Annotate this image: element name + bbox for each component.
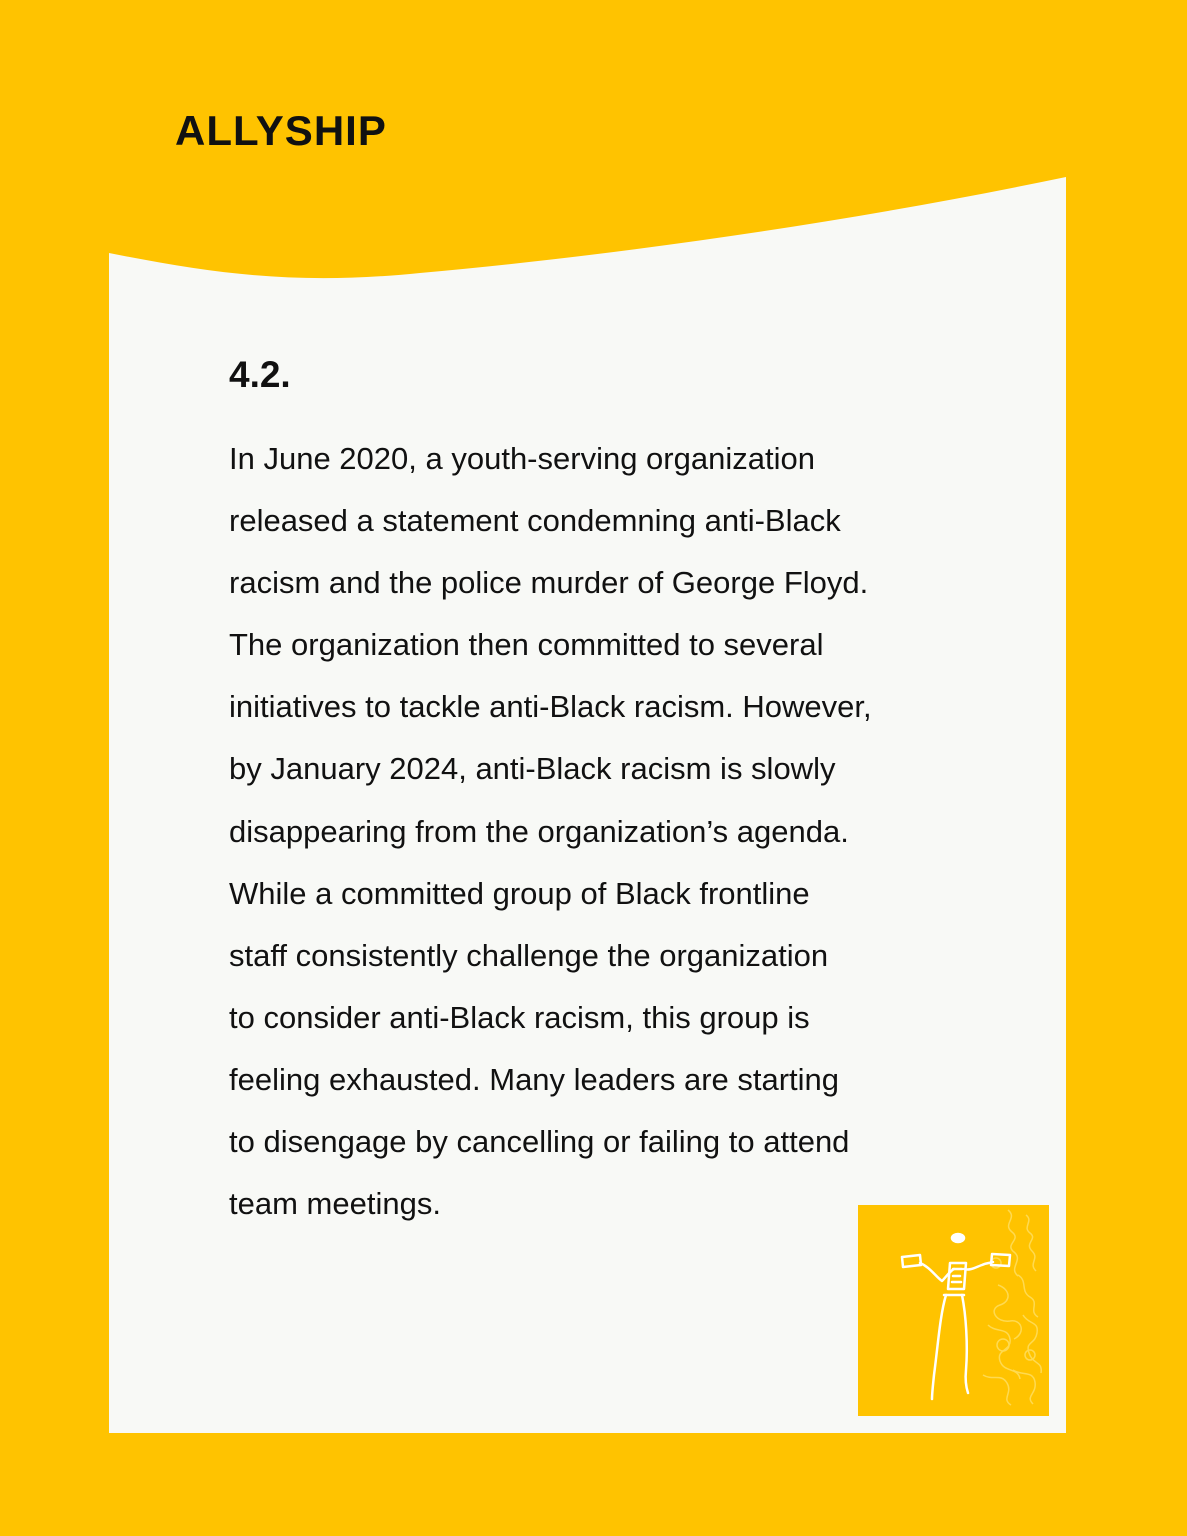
body-line: feeling exhausted. Many leaders are starting [229, 1061, 840, 1097]
body-line: The organization then committed to several [229, 627, 824, 663]
body-line: While a committed group of Black frontline [229, 875, 810, 911]
body-line: staff consistently challenge the organization [229, 937, 829, 973]
body-line: In June 2020, a youth-serving organization [229, 441, 815, 476]
body-line: by January 2024, anti-Black racism is slowly [229, 751, 836, 787]
category-title: ALLYSHIP [175, 107, 387, 154]
body-line: to consider anti-Black racism, this group is [229, 999, 810, 1035]
juggling-figure-icon [858, 1205, 1049, 1416]
body-line: team meetings. [229, 1186, 441, 1222]
body-line: to disengage by cancelling or failing to attend [229, 1124, 850, 1160]
body-line: racism and the police murder of George Floyd. [229, 565, 869, 601]
body-line: initiatives to tackle anti-Black racism. However, [229, 689, 872, 725]
card-body [229, 428, 989, 1235]
body-line: released a statement condemning anti-Black [229, 503, 841, 539]
body-line: disappearing from the organization’s agenda. [229, 813, 849, 849]
card-number: 4.2. [229, 354, 291, 395]
